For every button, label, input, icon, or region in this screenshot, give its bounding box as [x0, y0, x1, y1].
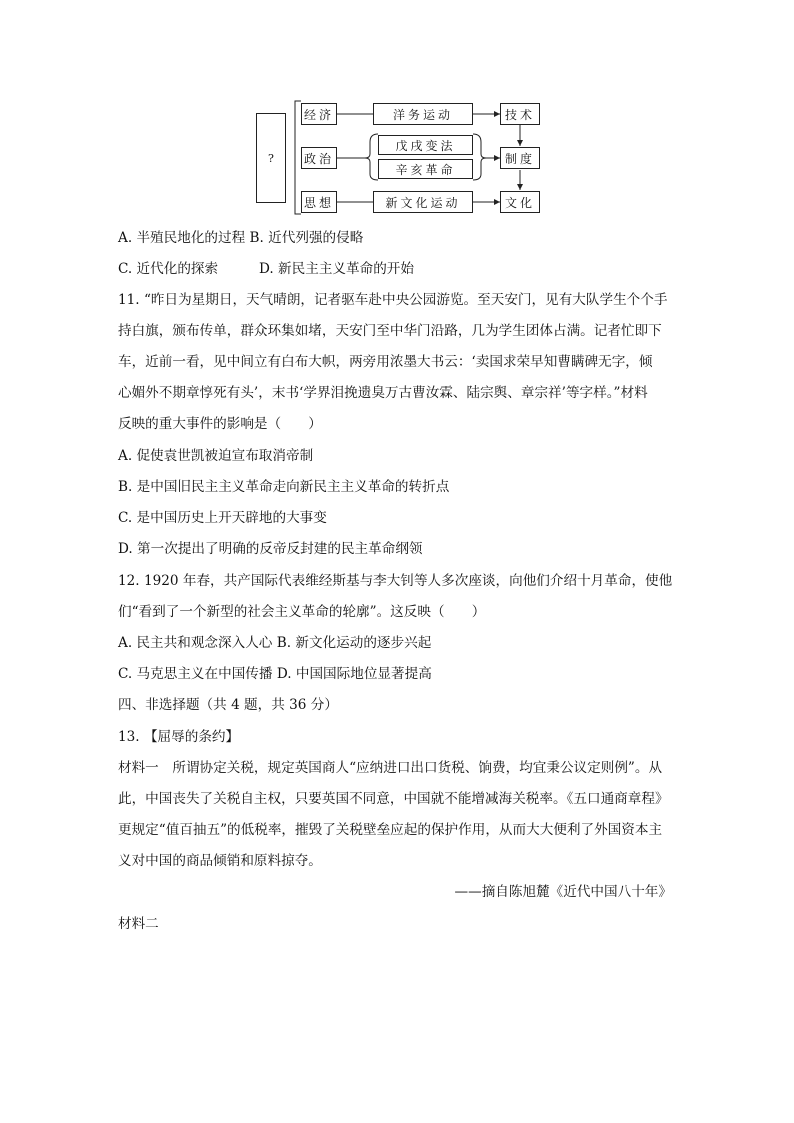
q10-option-d: D. 新民主主义革命的开始 — [259, 261, 414, 277]
label-thought: 思想 — [301, 191, 337, 213]
q11-option-d: D. 第一次提出了明确的反帝反封建的民主革命纲领 — [118, 541, 423, 557]
label-technology: 技术 — [500, 103, 540, 125]
q13-material1-line: 此，中国丧失了关税自主权，只要英国不同意，中国就不能增减海关税率。《五口通商章程》 — [118, 791, 669, 807]
q11-line: 持白旗，颁布传单，群众环集如堵，天安门至中华门沿路，几为学生团体占满。记者忙即下 — [118, 323, 662, 339]
q10-options-ab: A. 半殖民地化的过程 B. 近代列强的侵略 — [118, 230, 364, 246]
box-1911-revolution: 辛亥革命 — [378, 159, 473, 179]
label-culture: 文化 — [500, 191, 540, 213]
q13-material2-label: 材料二 — [118, 916, 159, 932]
q10-option-c: C. 近代化的探索 — [118, 261, 219, 277]
q13-material1-line: 材料一 所谓协定关税，规定英国商人“应纳进口出口货税、饷费，均宜秉公议定则例”。从 — [118, 760, 663, 776]
q13-source: ——摘自陈旭麓《近代中国八十年》 — [454, 884, 672, 900]
label-politics: 政治 — [301, 147, 337, 169]
q11-line: 心媚外不期章惇死有头’，末书‘学界泪挽遗臭万古曹汝霖、陆宗舆、章宗祥’等字样。”材料 — [118, 385, 648, 401]
q13-title: 13. 【屈辱的条约】 — [118, 729, 240, 745]
q11-option-b: B. 是中国旧民主主义革命走向新民主主义革命的转折点 — [118, 479, 450, 495]
question-box: ? — [256, 113, 286, 203]
left-brace — [365, 134, 378, 180]
q11-option-c: C. 是中国历史上开天辟地的大事变 — [118, 510, 327, 526]
label-economy: 经济 — [301, 103, 337, 125]
q11-option-a: A. 促使袁世凯被迫宣布取消帝制 — [118, 448, 314, 464]
q11-line: 11. “昨日为星期日，天气晴朗，记者驱车赴中央公园游览。至天安门，见有大队学生个个手 — [118, 292, 668, 308]
q11-line: 车，近前一看，见中间立有白布大帜，两旁用浓墨大书云：‘卖国求荣早知曹瞒碑无字，倾 — [118, 354, 653, 370]
label-institution: 制度 — [500, 147, 540, 169]
box-reform-1898: 戊戌变法 — [378, 135, 473, 155]
q13-material1-line: 义对中国的商品倾销和原料掠夺。 — [118, 853, 322, 869]
q11-line: 反映的重大事件的影响是（ ） — [118, 416, 322, 432]
q12-options-ab: A. 民主共和观念深入人心 B. 新文化运动的逐步兴起 — [118, 635, 432, 651]
modernization-diagram — [0, 0, 794, 225]
q12-line: 们“看到了一个新型的社会主义革命的轮廓”。这反映（ ） — [118, 604, 486, 620]
box-westernization-movement: 洋务运动 — [373, 103, 473, 125]
q12-options-cd: C. 马克思主义在中国传播 D. 中国国际地位显著提高 — [118, 666, 432, 682]
q12-line: 12. 1920 年春，共产国际代表维经斯基与李大钊等人多次座谈，向他们介绍十月革命，使他 — [118, 573, 673, 589]
q13-material1-line: 更规定“值百抽五”的低税率，摧毁了关税壁垒应起的保护作用，从而大大便利了外国资本主 — [118, 822, 663, 838]
section-heading: 四、非选择题（共 4 题，共 36 分） — [118, 697, 338, 713]
right-brace — [473, 134, 486, 180]
box-new-culture-movement: 新文化运动 — [373, 191, 473, 213]
